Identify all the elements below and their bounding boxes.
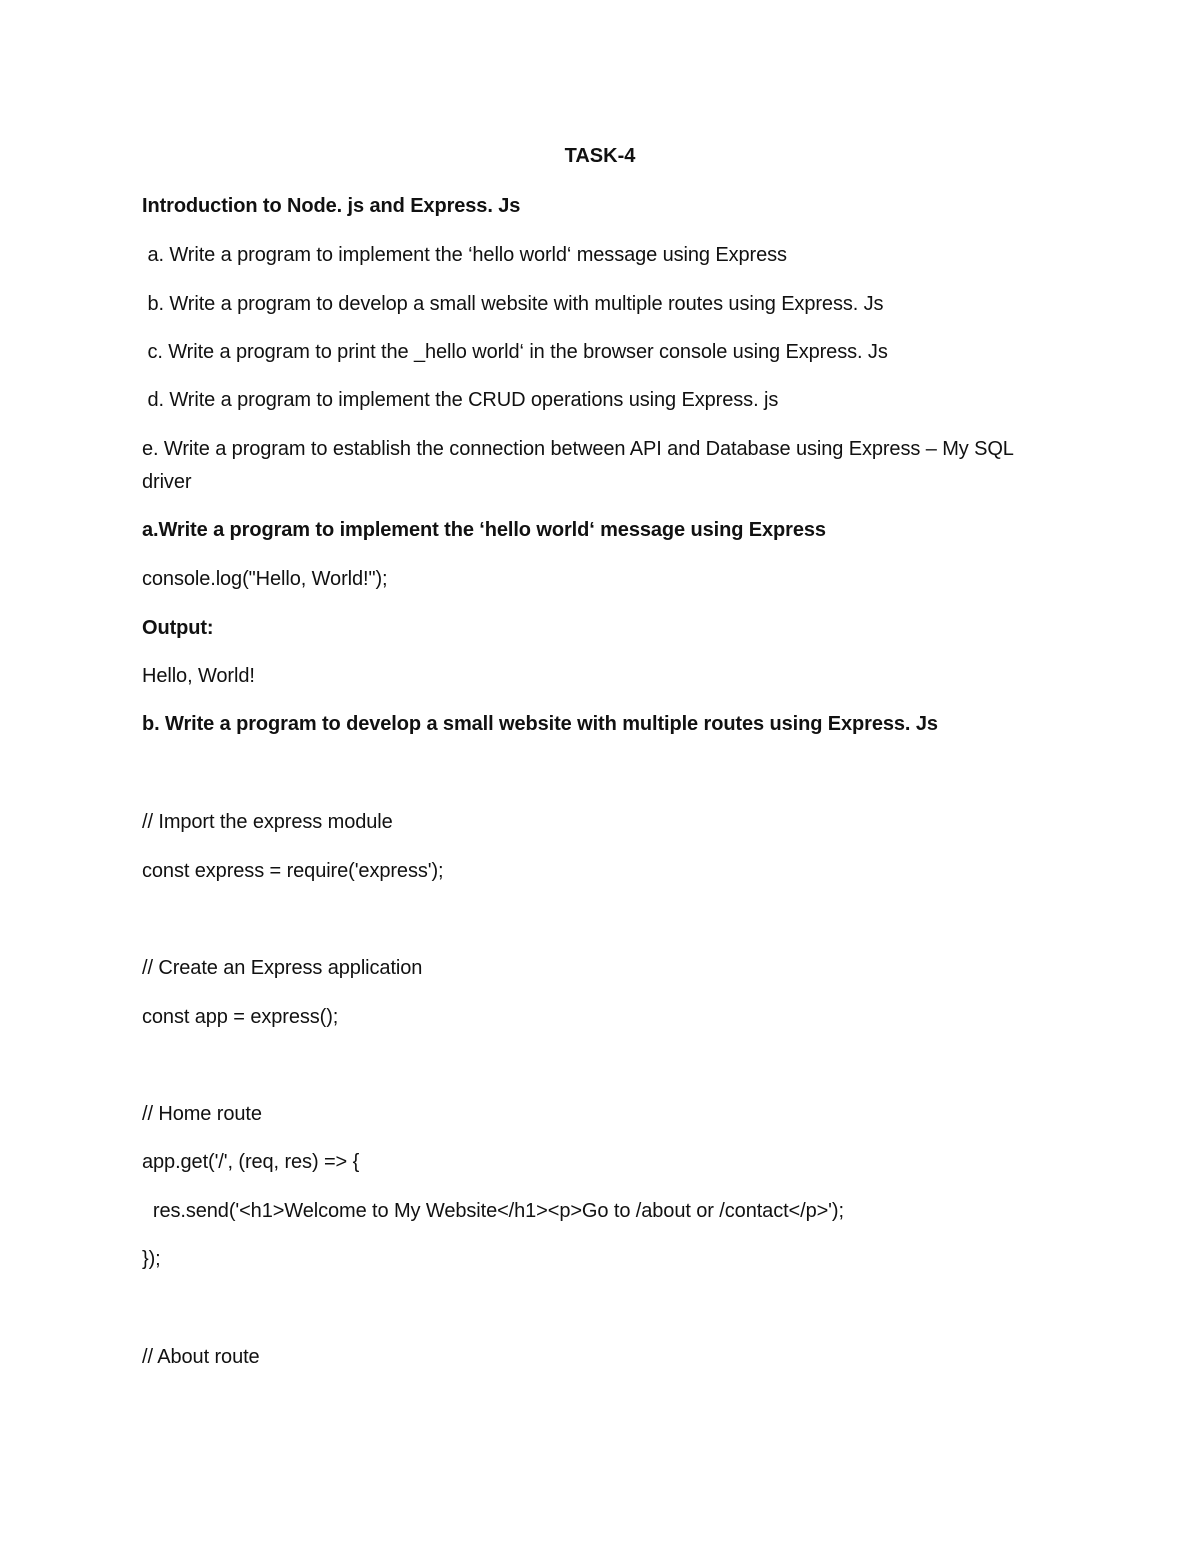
code-line: app.get('/', (req, res) => {: [142, 1151, 360, 1173]
section-b-heading: b. Write a program to develop a small website with multiple routes using Express. Js: [142, 713, 938, 735]
code-line: // About route: [142, 1346, 260, 1368]
output-label: Output:: [142, 617, 214, 639]
section-heading: Introduction to Node. js and Express. Js: [142, 195, 521, 217]
section-a-heading: a.Write a program to implement the ‘hello world‘ message using Express: [142, 519, 826, 541]
task-item-d: d. Write a program to implement the CRUD operations using Express. js: [142, 389, 779, 411]
code-line: // Create an Express application: [142, 957, 423, 979]
section-a-code: console.log("Hello, World!");: [142, 568, 388, 590]
code-line: const express = require('express');: [142, 860, 444, 882]
code-line: const app = express();: [142, 1006, 339, 1028]
page-title: TASK-4: [564, 145, 636, 167]
code-line: res.send('<h1>Welcome to My Website</h1><p>Go to /about or /contact</p>');: [142, 1200, 844, 1222]
code-line: // Import the express module: [142, 811, 393, 833]
task-item-e: e. Write a program to establish the connection between API and Database using Express – My SQL driver: [142, 438, 1014, 493]
task-item-c: c. Write a program to print the _hello world‘ in the browser console using Express. Js: [142, 341, 888, 363]
output-text: Hello, World!: [142, 665, 255, 687]
code-line: });: [142, 1248, 161, 1270]
code-line: // Home route: [142, 1103, 262, 1125]
task-item-b: b. Write a program to develop a small website with multiple routes using Express. Js: [142, 293, 884, 315]
task-item-a: a. Write a program to implement the ‘hello world‘ message using Express: [142, 244, 787, 266]
